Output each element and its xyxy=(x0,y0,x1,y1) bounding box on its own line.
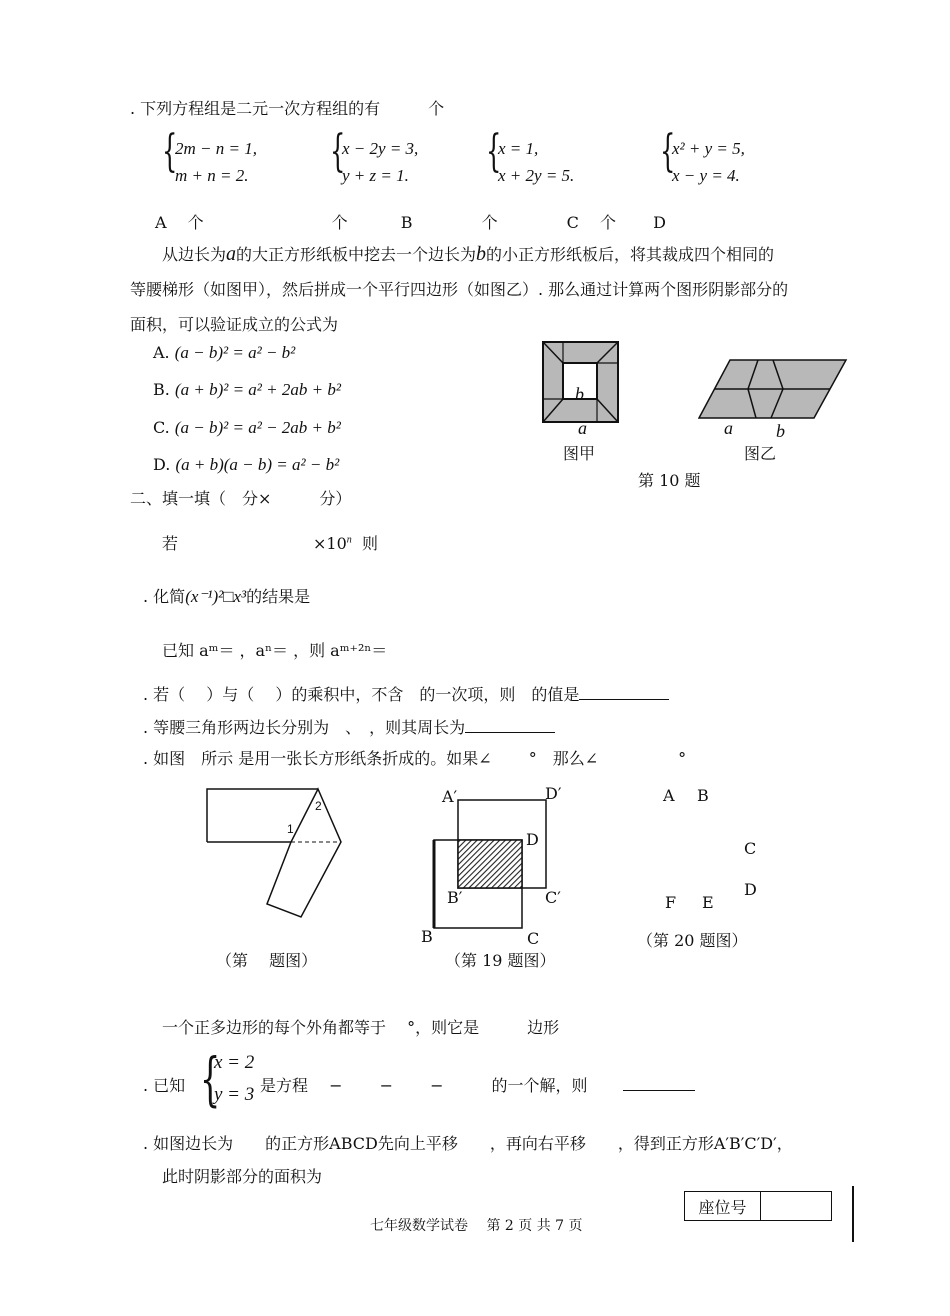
q10-option-b: B. (a + b)² = a² + 2ab + b² xyxy=(153,380,341,399)
fig-yi-caption: 图乙 xyxy=(744,444,777,463)
fig-jia-label-b: b xyxy=(575,384,584,404)
fig-jia-diagram xyxy=(542,341,620,423)
fig-yi-label-a: a xyxy=(724,418,733,438)
q10-option-c: C. (a − b)² = a² − 2ab + b² xyxy=(153,418,341,437)
q18-eq2: y = 3 xyxy=(214,1084,255,1105)
q10-line3: 面积，可以验证成立的公式为 xyxy=(130,315,339,334)
fig20-label-b: B xyxy=(697,786,709,805)
q15: . 等腰三角形两边长分别为 、 ，则其周长为 xyxy=(143,715,555,738)
fig19-diagram xyxy=(430,796,550,932)
q18-prefix: . 已知 xyxy=(143,1076,186,1095)
fig20-caption: （第 20 题图） xyxy=(637,931,748,950)
fig19-label-a-prime: A′ xyxy=(442,787,458,806)
fig19-label-b-prime: B′ xyxy=(447,888,463,907)
q19-line1: . 如图边长为 的正方形ABCD先向上平移 ，再向右平移 ，得到正方形A′B′C′D′， xyxy=(143,1134,793,1153)
q17: 一个正多边形的每个外角都等于 °，则它是 边形 xyxy=(162,1018,560,1037)
seat-number-label: 座位号 xyxy=(685,1192,761,1220)
q10-option-d: D. (a + b)(a − b) = a² − b² xyxy=(153,455,340,474)
q19-line2: 此时阴影部分的面积为 xyxy=(162,1167,323,1186)
q9-options: A 个 个 B 个 C 个 D xyxy=(155,213,666,232)
q18-text: 是方程 − − − 的一个解，则 xyxy=(260,1073,695,1096)
section-2-heading: 二、填一填（ 分× 分） xyxy=(130,489,352,508)
fig18-angle-1: 1 xyxy=(287,822,294,836)
seat-number-box xyxy=(684,1191,832,1221)
fig19-label-d: D xyxy=(526,830,539,849)
fig19-label-b: B xyxy=(421,927,433,946)
q14: . 若（ ）与（ ）的乘积中，不含 的一次项，则 的值是 xyxy=(143,682,669,705)
q11-text-1: 若 xyxy=(162,534,179,553)
fig-jia-caption: 图甲 xyxy=(563,444,596,463)
q18-eq1: x = 2 xyxy=(214,1052,255,1073)
q10-line1: 从边长为a的大正方形纸板中挖去一个边长为b的小正方形纸板后，将其裁成四个相同的 xyxy=(162,243,775,265)
fig19-label-d-prime: D′ xyxy=(545,784,562,803)
q10-option-a: A. (a − b)² = a² − b² xyxy=(153,343,296,362)
fig18-caption: （第 题图） xyxy=(216,951,318,970)
q12: . 化简(x⁻¹)²□x³的结果是 xyxy=(143,587,311,606)
fig18-angle-2: 2 xyxy=(315,799,322,813)
fig20-label-f: F xyxy=(665,893,677,912)
fig20-label-a: A xyxy=(663,786,675,805)
fig18-diagram xyxy=(206,786,348,922)
q18-brace: { xyxy=(200,1045,221,1113)
fig20-label-c: C xyxy=(744,839,757,858)
fig20-label-d: D xyxy=(744,880,757,899)
fig19-label-c-prime: C′ xyxy=(545,888,561,907)
q13: 已知 aᵐ＝ ，aⁿ＝ ，则 aᵐ⁺²ⁿ＝ xyxy=(162,641,388,660)
q10-line2: 等腰梯形（如图甲），然后拼成一个平行四边形（如图乙）. 那么通过计算两个图形阴影部分的 xyxy=(130,280,789,299)
q16: . 如图 所示 是用一张长方形纸条折成的。如果∠ ° 那么∠ ° xyxy=(143,749,687,768)
fig-yi-diagram xyxy=(698,359,848,421)
fig20-label-e: E xyxy=(702,893,714,912)
q11-text-2: $\times 10^n$ 则 xyxy=(313,534,378,553)
fig-yi-label-b: b xyxy=(776,421,785,441)
seat-number-field[interactable] xyxy=(762,1192,831,1220)
q9-title: . 下列方程组是二元一次方程组的有 个 xyxy=(130,99,445,118)
fig19-label-c: C xyxy=(527,929,540,948)
fig-jia-label-a: a xyxy=(578,418,587,438)
seat-box-rule xyxy=(852,1186,854,1242)
fig19-caption: （第 19 题图） xyxy=(445,951,556,970)
page-footer: 七年级数学试卷 第 2 页 共 7 页 xyxy=(370,1218,583,1234)
q10-figure-caption: 第 10 题 xyxy=(638,471,701,490)
